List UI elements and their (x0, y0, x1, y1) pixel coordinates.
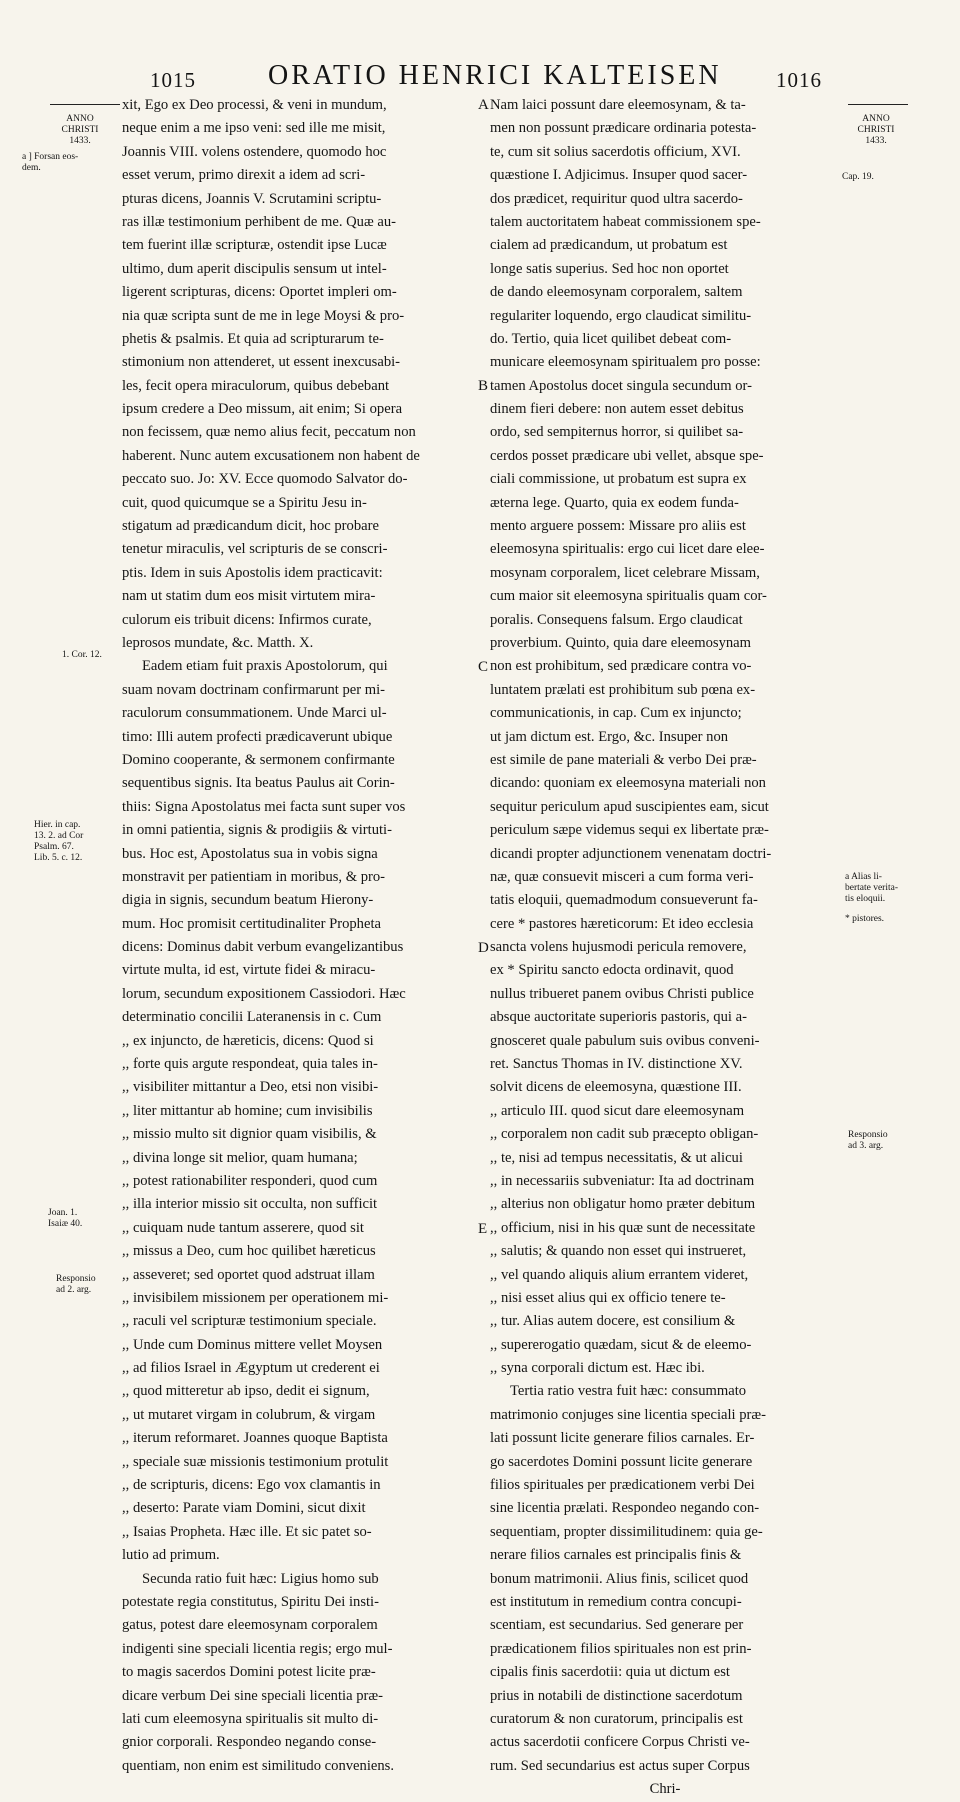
text-line: nia quæ scripta sunt de me in lege Moysi & pro- (122, 307, 405, 324)
text-line: lati possunt licite generare filios carnales. Er- (490, 1430, 755, 1447)
text-line: te, cum sit solius sacerdotis officium, XVI. (490, 143, 741, 160)
text-line: pturas dicens, Joannis V. Scrutamini scriptu- (122, 190, 382, 207)
margin-note-cor (62, 650, 150, 661)
text-line: ,, ex injuncto, de hæreticis, dicens: Quod si (122, 1032, 374, 1049)
margin-note-text: Lib. 5. c. 12. (34, 853, 83, 863)
text-line: bonum matrimonii. Alius finis, scilicet quod (490, 1570, 749, 1587)
text-line: lutio ad primum. (122, 1547, 220, 1564)
text-line: sequentiam, propter dissimilitudinem: quia ge- (490, 1523, 763, 1540)
text-line: ,, speciale suæ missionis testimonium protulit (122, 1453, 389, 1470)
text-line: luntatem prælati est prohibitum sub pœna ex- (490, 681, 756, 698)
text-line: gnosceret quale pabulum suis ovibus conveni- (490, 1032, 760, 1049)
text-line: ,, syna corporali dictum est. Hæc ibi. (490, 1360, 705, 1377)
text-line: talem auctoritatem habeat commissionem spe- (490, 213, 761, 230)
text-line: ,, deserto: Parate viam Domini, sicut dixit (122, 1500, 366, 1517)
text-line: næ, quæ consuevit misceri a cum forma veri- (490, 868, 754, 885)
text-line: in omni patientia, signis & prodigiis & virtuti- (122, 822, 392, 839)
text-line: neque enim a me ipso veni: sed ille me misit, (122, 120, 386, 137)
margin-christi-label: CHRISTI (61, 125, 99, 135)
margin-note-text: ad 3. arg. (848, 1141, 884, 1151)
text-line: Chri- (649, 1781, 681, 1798)
text-line: ras illæ testimonium perhibent de me. Quæ au- (122, 213, 396, 230)
text-line: ,, cuiquam nude tantum asserere, quod sit (122, 1219, 364, 1236)
section-letter-d: D (478, 940, 489, 956)
text-line: esset verum, primo direxit a idem ad scri- (122, 167, 366, 184)
text-line: culorum eis tribuit dicens: Infirmos curate, (122, 611, 372, 628)
margin-note-text: Psalm. 67. (34, 842, 74, 852)
text-line: ,, forte quis argute respondeat, quia tales in- (122, 1056, 378, 1073)
text-line: cipalis finis sacerdotii: quia ut dictum est (490, 1664, 730, 1681)
text-line: xit, Ego ex Deo processi, & veni in mundum, (122, 97, 387, 113)
text-line: Secunda ratio fuit hæc: Ligius homo sub (142, 1570, 379, 1587)
text-line: stimonium non attenderet, ut essent inexcusabi- (122, 354, 401, 371)
text-line: solvit dicens de eleemosyna, quæstione III. (490, 1079, 742, 1096)
text-line: ,, ut mutaret virgam in colubrum, & virgam (122, 1406, 376, 1423)
text-line: monstravit per patientiam in moribus, & pro- (122, 868, 386, 885)
header-rule-right (848, 104, 908, 105)
text-line: ciali commissione, ut probatum est supra ex (490, 471, 747, 488)
text-line: dicare verbum Dei sine speciali licentia præ- (122, 1687, 383, 1704)
text-line: dicando: quoniam ex eleemosyna materiali non (490, 775, 766, 792)
text-line: est institutum in remedium contra concupi- (490, 1594, 742, 1610)
section-letter-a: A (478, 97, 489, 113)
text-line: men non possunt prædicare ordinaria potesta- (490, 120, 757, 137)
text-line: ,, quod mitteretur ab ipso, dedit ei signum, (122, 1383, 370, 1400)
text-line: scentiam, est secundarius. Sed generare per (490, 1617, 744, 1634)
text-line: cuit, quod quicumque se a Spiritu Jesu in- (122, 494, 367, 511)
text-line: virtute multa, id est, virtute fidei & miracu- (122, 962, 376, 979)
text-line: dos prædicet, requiritur quod ultra sacerdo- (490, 190, 743, 207)
text-line: ,, articulo III. quod sicut dare eleemosynam (490, 1102, 745, 1119)
text-line: ,, corporalem non cadit sub præcepto obligan- (490, 1126, 759, 1143)
text-line: cere * pastores hæreticorum: Et ideo ecclesia (490, 915, 754, 932)
text-line: ,, de scripturis, dicens: Ego vox clamantis in (122, 1477, 381, 1494)
right-text-column (490, 94, 840, 1802)
text-line: prædicationem filios spirituales non est prin- (490, 1640, 752, 1657)
text-line: do. Tertio, quia licet quilibet debeat com- (490, 330, 732, 347)
text-line: ,, raculi vel scripturæ testimonium speciale. (122, 1313, 377, 1330)
text-line: Nam laici possunt dare eleemosynam, & ta- (490, 97, 746, 113)
text-line: communicationis, in cap. Cum ex injuncto; (490, 705, 742, 722)
section-letter-c: C (478, 659, 489, 675)
margin-note-text: dem. (22, 163, 41, 173)
margin-note-anno-left (55, 114, 105, 147)
text-line: suam novam doctrinam confirmarunt per mi- (122, 681, 386, 698)
text-line: ptis. Idem in suis Apostolis idem practicavit: (122, 564, 383, 581)
text-line: periculum sæpe videmus sequi ex libertate præ- (490, 822, 769, 839)
text-line: timo: Illi autem profecti prædicaverunt ubique (122, 728, 393, 745)
text-line: nerare filios carnales est principalis finis & (490, 1547, 742, 1564)
margin-note-responsio-3 (848, 1130, 958, 1152)
text-line: actus sacerdotii conficere Corpus Christi ve- (490, 1734, 750, 1751)
margin-note-text: tis eloquii. (845, 894, 886, 904)
text-line: ,, visibiliter mittantur a Deo, etsi non visibi- (122, 1079, 379, 1096)
text-line: sine licentia prælati. Respondeo negando con- (490, 1500, 760, 1517)
text-line: cialem ad prædicandum, ut probatum est (490, 237, 728, 254)
margin-note-pistores (845, 914, 955, 925)
text-line: thiis: Signa Apostolatus mei facta sunt super vos (122, 798, 406, 815)
text-line: peccato suo. Jo: XV. Ecce quomodo Salvator do- (122, 471, 408, 488)
page-number-left: 1015 (150, 68, 196, 92)
text-line: ,, salutis; & quando non esset qui instrueret, (490, 1243, 747, 1260)
text-line: mosynam corporalem, licet celebrare Missam, (490, 564, 760, 581)
margin-year: 1433. (69, 136, 91, 146)
text-line: stigatum ad prædicandum dicit, hoc probare (122, 518, 379, 535)
text-line: ret. Sanctus Thomas in IV. distinctione XV. (490, 1056, 743, 1073)
text-line: gatus, potest dare eleemosynam corporalem (122, 1617, 378, 1634)
text-line: municare eleemosynam spiritualem pro posse: (490, 354, 761, 371)
margin-note-text: a ] Forsan eos- (22, 152, 79, 162)
text-line: ,, supererogatio quædam, sicut & de eleemo- (490, 1336, 752, 1353)
text-line: Eadem etiam fuit praxis Apostolorum, qui (142, 658, 388, 675)
text-line: ordo, sed sempiternus horror, si quilibet sa- (490, 424, 744, 441)
text-line: lorum, secundum expositionem Cassiodori. Hæc (122, 985, 406, 1002)
text-line: ligerent scripturas, dicens: Oportet impleri om- (122, 284, 397, 301)
text-line: ,, tur. Alias autem docere, est consilium & (490, 1313, 736, 1330)
text-line: regulariter loquendo, ergo claudicat similitu- (490, 307, 752, 324)
text-line: ,, Isaias Propheta. Hæc ille. Et sic patet so- (122, 1523, 372, 1540)
margin-note-text: Cap. 19. (842, 172, 874, 182)
text-line: filios spirituales per prædicationem verbi Dei (490, 1477, 755, 1494)
text-line: ultimo, dum aperit discipulis sensum ut intel- (122, 260, 387, 277)
text-line: prius in notabili de distinctione sacerdotum (490, 1687, 743, 1704)
text-line: ,, nisi esset alius qui ex officio tenere te- (490, 1289, 726, 1306)
text-line: dicens: Dominus dabit verbum evangelizantibus (122, 939, 404, 956)
text-line: dicandi propter adjunctionem venenatam doctri- (490, 845, 772, 862)
text-line: mento arguere possem: Missare pro aliis est (490, 518, 746, 535)
text-line: Tertia ratio vestra fuit hæc: consummato (510, 1383, 747, 1400)
left-text-column (122, 94, 482, 1778)
text-line: mum. Hoc promisit certitudinaliter Propheta (122, 915, 381, 932)
text-line: absque auctoritate superioris pastoris, qui a- (490, 1009, 747, 1026)
text-line: lati cum eleemosyna spiritualis sit multo di- (122, 1710, 379, 1727)
text-line: ,, missus a Deo, cum hoc quilibet hæreticus (122, 1243, 376, 1260)
text-line: ,, te, nisi ad tempus necessitatis, & ut alicui (490, 1149, 743, 1166)
text-line: tamen Apostolus docet singula secundum or- (490, 377, 752, 394)
text-line: quentiam, non enim est similitudo conveniens. (122, 1757, 394, 1774)
text-line: ,, alterius non obligatur homo præter debitum (490, 1196, 756, 1213)
text-line: go sacerdotes Domini possunt licite generare (490, 1453, 753, 1470)
text-line: cum maior sit eleemosyna spiritualis quam cor- (490, 588, 767, 605)
text-line: les, fecit opera miraculorum, quibus debebant (122, 377, 390, 394)
text-line: indigenti sine speciali licentia regis; ergo mul- (122, 1640, 393, 1657)
text-line: rum. Sed secundarius est actus super Corpus (490, 1757, 750, 1774)
running-title: ORATIO HENRICI KALTEISEN (268, 60, 722, 91)
margin-note-cap (842, 172, 952, 183)
text-line: ,, divina longe sit melior, quam humana; (122, 1149, 358, 1166)
margin-christi-label: CHRISTI (857, 125, 895, 135)
text-line: ,, in necessariis subveniatur: Ita ad doctrinam (490, 1172, 755, 1189)
text-line: nullus tribueret panem ovibus Christi publice (490, 985, 754, 1002)
margin-note-joan (48, 1208, 136, 1230)
text-line: bus. Hoc est, Apostolatus sua in vobis signa (122, 845, 378, 862)
text-line: potestate regia constitutus, Spiritu Dei insti- (122, 1594, 379, 1610)
text-line: poralis. Consequens falsum. Ergo claudicat (490, 611, 743, 628)
text-line: ,, officium, nisi in his quæ sunt de necessitate (490, 1219, 756, 1236)
margin-note-text: 1. Cor. 12. (62, 650, 102, 660)
margin-note-text: Isaiæ 40. (48, 1219, 83, 1229)
text-line: ,, asseveret; sed oportet quod adstruat illam (122, 1266, 375, 1283)
text-line: ,, ad filios Israel in Ægyptum ut crederent ei (122, 1360, 380, 1377)
text-line: tem fuerint illæ scripturæ, ostendit ipse Lucæ (122, 237, 387, 254)
text-line: Domino cooperante, & sermonem confirmante (122, 751, 395, 768)
text-line: æterna lege. Quarto, quia ex eodem funda- (490, 494, 739, 511)
text-line: dinem fieri debere: non autem esset debitus (490, 401, 744, 418)
margin-note-text: Responsio (848, 1130, 888, 1140)
text-line: leprosos mundate, &c. Matth. X. (122, 634, 314, 651)
text-line: tenetur miraculis, vel scripturis de se conscri- (122, 541, 388, 558)
text-line: phetis & psalmis. Et quia ad scripturarum te- (122, 330, 384, 347)
text-line: to magis sacerdos Domini potest licite præ- (122, 1664, 376, 1681)
text-line: Joannis VIII. volens ostendere, quomodo hoc (122, 143, 387, 160)
text-line: ipsum credere a Deo missum, ait enim; Si opera (122, 401, 403, 418)
text-line: tatis eloquii, quemadmodum consueverunt fa- (490, 892, 758, 909)
text-line: ,, potest rationabiliter responderi, quod cum (122, 1172, 378, 1189)
text-line: ex * Spiritu sancto edocta ordinavit, quod (490, 962, 734, 979)
text-line: quæstione I. Adjicimus. Insuper quod sacer- (490, 167, 748, 184)
margin-note-forsan (22, 152, 110, 174)
text-line: non fecissem, quæ nemo alius fecit, peccatum non (122, 424, 416, 441)
section-letter-b: B (478, 378, 489, 394)
text-line: ,, missio multo sit dignior quam visibilis, & (122, 1126, 377, 1143)
text-line: sancta volens hujusmodi pericula removere, (490, 939, 747, 956)
margin-note-responsio-2 (56, 1274, 144, 1296)
text-line: raculorum consummationem. Unde Marci ul- (122, 705, 387, 722)
section-letter-e: E (478, 1221, 488, 1237)
margin-note-hier (34, 820, 122, 864)
text-line: ut jam dictum est. Ergo, &c. Insuper non (490, 728, 729, 745)
text-line: cerdos posset prædicare ubi vellet, absque spe- (490, 447, 764, 464)
text-line: matrimonio conjuges sine licentia speciali præ- (490, 1406, 766, 1423)
margin-anno-label: ANNO (862, 114, 890, 124)
text-line: ,, illa interior missio sit occulta, non sufficit (122, 1196, 378, 1213)
text-line: ,, invisibilem missionem per operationem mi- (122, 1289, 389, 1306)
margin-note-alias (845, 872, 955, 905)
text-line: sequitur periculum apud suscipientes eam, sicut (490, 798, 769, 815)
text-line: longe satis superius. Sed hoc non oportet (490, 260, 729, 277)
margin-note-text: Joan. 1. (48, 1208, 78, 1218)
text-line: ,, liter mittantur ab homine; cum invisibilis (122, 1102, 373, 1119)
text-line: digia in signis, secundum beatum Hierony- (122, 892, 374, 909)
text-line: est simile de pane materiali & verbo Dei præ- (490, 751, 757, 768)
margin-anno-label: ANNO (66, 114, 94, 124)
text-line: sequentibus signis. Ita beatus Paulus ait Corin- (122, 775, 395, 792)
margin-note-text: ad 2. arg. (56, 1285, 92, 1295)
text-line: ,, vel quando aliquis alium errantem videret, (490, 1266, 749, 1283)
margin-note-text: a Alias li- (845, 872, 882, 882)
margin-note-anno-right (850, 114, 902, 147)
margin-note-text: 13. 2. ad Cor (34, 831, 84, 841)
text-line: determinatio concilii Lateranensis in c. Cum (122, 1009, 382, 1026)
text-line: gnior corporali. Respondeo negando conse- (122, 1734, 377, 1751)
text-line: ,, Unde cum Dominus mittere vellet Moysen (122, 1336, 383, 1353)
margin-note-text: * pistores. (845, 914, 885, 924)
text-line: eleemosyna spiritualis: ergo cui licet dare elee- (490, 541, 765, 558)
text-line: proverbium. Quinto, quia dare eleemosynam (490, 634, 751, 651)
margin-note-text: Hier. in cap. (34, 820, 81, 830)
margin-note-text: bertate verita- (845, 883, 899, 893)
text-line: non est prohibitum, sed prædicare contra vo- (490, 658, 752, 675)
margin-year: 1433. (865, 136, 887, 146)
header-rule-left (50, 104, 120, 105)
text-line: curatorum & non curatorum, principalis est (490, 1710, 743, 1727)
margin-note-text: Responsio (56, 1274, 96, 1284)
text-line: ,, iterum reformaret. Joannes quoque Baptista (122, 1430, 388, 1447)
page-number-right: 1016 (776, 68, 822, 92)
text-line: de dando eleemosynam corporalem, saltem (490, 284, 743, 301)
text-line: haberent. Nunc autem excusationem non habent de (122, 447, 420, 464)
text-line: nam ut statim dum eos misit virtutem mira- (122, 588, 376, 605)
